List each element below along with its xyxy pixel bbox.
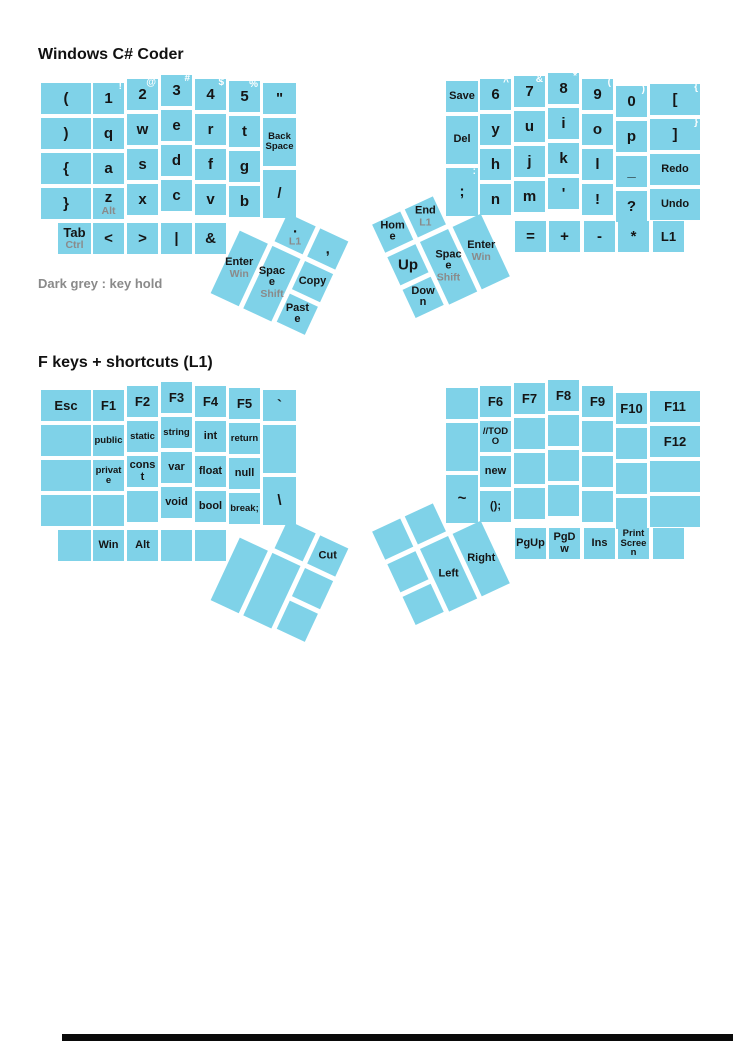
key-tap-label: Down: [411, 285, 435, 309]
key-f8[interactable]: [548, 380, 579, 411]
key-0[interactable]: [616, 86, 647, 117]
key-shifted-label: :: [472, 166, 476, 177]
key-tap-label: s: [138, 155, 147, 173]
key-private[interactable]: [93, 460, 124, 491]
key-tap-label: b: [239, 192, 250, 210]
key-tap-label: Esc: [54, 397, 78, 413]
key-blank[interactable]: [387, 551, 428, 592]
key-ins[interactable]: [584, 528, 615, 559]
key-shifted-label: {: [694, 82, 698, 93]
key-tap-label: 5: [240, 87, 249, 105]
key-blank[interactable]: [653, 528, 684, 559]
key-del[interactable]: [446, 116, 478, 164]
key-tap-label: .: [293, 219, 298, 237]
key-tap-label: o: [592, 120, 603, 138]
key-blank[interactable]: [548, 415, 579, 446]
key-tap-label: Print Screen: [620, 527, 647, 559]
key-return[interactable]: [229, 423, 260, 454]
thumb-cluster-grid: [209, 198, 353, 342]
key-tap-label: int: [203, 429, 218, 442]
key-sym[interactable]: [616, 191, 647, 222]
key-f6[interactable]: [480, 386, 511, 417]
key-shifted-label: ^: [503, 77, 509, 88]
key-v[interactable]: [195, 184, 226, 215]
key-sym[interactable]: [515, 221, 546, 252]
key-tap-label: F12: [663, 433, 687, 449]
key-blank[interactable]: [446, 388, 478, 419]
key-tap-label: Tab: [63, 224, 86, 240]
key-tap-label: PgDw: [553, 531, 576, 555]
key-sym[interactable]: [584, 221, 615, 252]
key-tap-label: F6: [487, 393, 504, 409]
key-blank[interactable]: [93, 495, 124, 526]
key-blank[interactable]: [275, 520, 316, 561]
key-f[interactable]: [195, 149, 226, 180]
key-tap-label: p: [626, 127, 637, 145]
key-sym[interactable]: [93, 223, 124, 254]
key-j[interactable]: [514, 146, 545, 177]
key-hold-label: Win: [229, 268, 249, 281]
key-tap-label: *: [630, 227, 637, 245]
key-sym[interactable]: [41, 153, 91, 184]
key-tap-label: v: [206, 190, 215, 208]
key-tap-label: ~: [457, 490, 467, 508]
key-tap-label: >: [138, 229, 147, 247]
key-sym[interactable]: [582, 184, 613, 215]
key-tap-label: 6: [491, 85, 500, 103]
key-pgdw[interactable]: [549, 528, 580, 559]
key-shifted-label: (: [607, 77, 611, 88]
key-1[interactable]: [93, 83, 124, 114]
key-tap-label: \: [277, 492, 282, 510]
key-blank[interactable]: [514, 418, 545, 449]
key-sym[interactable]: [263, 83, 296, 114]
key-shifted-label: %: [249, 79, 258, 90]
key-blank[interactable]: [195, 530, 226, 561]
key-tap-label: g: [239, 157, 250, 175]
key-l[interactable]: [582, 149, 613, 180]
key-tap-label: d: [171, 151, 182, 169]
key-q[interactable]: [93, 118, 124, 149]
key-r[interactable]: [195, 114, 226, 145]
key-tap-label: Home: [380, 219, 405, 244]
key-tap-label: ,: [325, 240, 330, 258]
key-blank[interactable]: [161, 530, 192, 561]
key-tap-label: Enter: [467, 238, 496, 251]
key-tap-label: static: [130, 430, 155, 442]
key-int[interactable]: [195, 421, 226, 452]
key-new[interactable]: [480, 456, 511, 487]
key-blank[interactable]: [405, 503, 446, 544]
key-sym[interactable]: [616, 156, 647, 187]
key-f2[interactable]: [127, 386, 158, 417]
key-tap-label: ;: [459, 183, 465, 201]
key-copy[interactable]: [292, 261, 333, 302]
key-5[interactable]: [229, 81, 260, 112]
key-z[interactable]: [93, 188, 124, 219]
key-shifted-label: #: [184, 73, 190, 84]
key-up[interactable]: [387, 244, 428, 285]
key-w[interactable]: [127, 114, 158, 145]
key-blank[interactable]: [263, 425, 296, 473]
key-tap-label: x: [138, 190, 147, 208]
key-tap-label: Save: [449, 89, 475, 102]
key-var[interactable]: [161, 452, 192, 483]
key-tap-label: ': [561, 184, 566, 202]
key-k[interactable]: [548, 143, 579, 174]
key-tap-label: //TODO: [482, 425, 509, 447]
key-tap-label: Cut: [318, 549, 337, 562]
key-tap-label: F2: [134, 393, 151, 409]
key-tap-label: F3: [168, 389, 185, 405]
key-tap-label: {: [63, 159, 69, 177]
key-tap-label: string: [163, 426, 190, 438]
key-tap-label: 7: [525, 82, 534, 100]
key-tap-label: +: [560, 227, 569, 245]
key-tap-label: 4: [206, 85, 215, 103]
key-print-screen[interactable]: [618, 528, 649, 559]
key-blank[interactable]: [616, 463, 647, 494]
key-tap-label: bool: [198, 499, 223, 512]
key-tap-label: t: [242, 122, 247, 140]
key-tap-label: Back Space: [265, 131, 294, 152]
key-blank[interactable]: [650, 496, 700, 527]
key-blank[interactable]: [514, 488, 545, 519]
key-tap-label: Paste: [285, 302, 309, 326]
key-hold-note: Dark grey : key hold: [38, 276, 163, 291]
key-tap-label: F1: [100, 397, 117, 413]
key-tap-label: new: [484, 464, 507, 477]
key-f12[interactable]: [650, 426, 700, 457]
key-tap-label: F4: [202, 393, 219, 409]
key-blank[interactable]: [41, 425, 91, 456]
key-tap-label: F5: [236, 395, 253, 411]
key-tap-label: w: [136, 120, 149, 138]
key-blank[interactable]: [514, 453, 545, 484]
key-tap-label: z: [104, 188, 113, 206]
key-tap-label: h: [490, 155, 501, 173]
l1-layer-title: F keys + shortcuts (L1): [38, 354, 213, 371]
key-public[interactable]: [93, 425, 124, 456]
key-tap-label: Win: [98, 538, 119, 551]
key-u[interactable]: [514, 111, 545, 142]
key-tap-label: End: [414, 204, 436, 217]
key-hold-label: Ctrl: [65, 239, 84, 252]
key-back-space[interactable]: [263, 118, 296, 166]
key-hold-label: Shift: [260, 288, 284, 301]
key-tap-label: -: [597, 227, 602, 245]
key-tap-label: null: [234, 466, 255, 479]
key-shifted-label: !: [118, 81, 122, 92]
key-3[interactable]: [161, 75, 192, 106]
key-tap-label: (: [63, 89, 69, 107]
bottom-bar: [62, 1034, 733, 1041]
key-sym[interactable]: [41, 118, 91, 149]
key-c[interactable]: [161, 180, 192, 211]
key-m[interactable]: [514, 181, 545, 212]
key-blank[interactable]: [292, 568, 333, 609]
key-sym[interactable]: [41, 188, 91, 219]
key-tap-label: `: [277, 396, 282, 414]
key-9[interactable]: [582, 79, 613, 110]
key-blank[interactable]: [58, 530, 91, 561]
key-hold-label: Shift: [436, 271, 461, 284]
key-tap-label: Right: [467, 551, 496, 564]
key-null[interactable]: [229, 458, 260, 489]
key-tap-label: i: [561, 114, 566, 132]
key-tap-label: <: [104, 229, 113, 247]
key-tap-label: ": [275, 89, 284, 107]
key-tab[interactable]: [58, 223, 91, 254]
key-f1[interactable]: [93, 390, 124, 421]
key-tap-label: q: [103, 124, 114, 142]
key-tap-label: c: [172, 186, 181, 204]
key-y[interactable]: [480, 114, 511, 145]
key-tap-label: Del: [453, 133, 471, 146]
key-tap-label: F10: [620, 400, 643, 416]
key-alt[interactable]: [127, 530, 158, 561]
key-save[interactable]: [446, 81, 478, 112]
key-shifted-label: @: [146, 77, 156, 88]
key-tap-label: k: [559, 149, 568, 167]
key-blank[interactable]: [41, 495, 91, 526]
key-tap-label: _: [627, 162, 636, 180]
key-g[interactable]: [229, 151, 260, 182]
key-blank[interactable]: [372, 519, 413, 560]
key-sym[interactable]: [549, 221, 580, 252]
key-undo[interactable]: [650, 189, 700, 220]
key-tap-label: n: [490, 190, 501, 208]
key-tap-label: e: [172, 116, 181, 134]
key-shifted-label: *: [573, 71, 577, 82]
key-tap-label: public: [94, 434, 123, 446]
key-7[interactable]: [514, 76, 545, 107]
key-hold-label: L1: [419, 216, 432, 229]
key-tap-label: PgUp: [516, 536, 545, 549]
key-f3[interactable]: [161, 382, 192, 413]
key-shifted-label: &: [535, 74, 543, 85]
key-float[interactable]: [195, 456, 226, 487]
key-sym[interactable]: [41, 83, 91, 114]
key-l1[interactable]: [653, 221, 684, 252]
key-cut[interactable]: [307, 535, 348, 576]
thumb-cluster-grid: [209, 502, 353, 649]
key-tap-label: Redo: [661, 162, 689, 175]
key-sym[interactable]: [275, 213, 316, 254]
key-tap-label: /: [277, 185, 282, 203]
key-tap-label: Space: [258, 265, 286, 289]
key-tap-label: ]: [672, 125, 678, 143]
key-4[interactable]: [195, 79, 226, 110]
key-tap-label: u: [524, 117, 535, 135]
key-todo[interactable]: [480, 421, 511, 452]
key-sym[interactable]: [263, 390, 296, 421]
key-tap-label: ): [63, 124, 69, 142]
key-sym[interactable]: [650, 84, 700, 115]
key-6[interactable]: [480, 79, 511, 110]
key-tap-label: !: [595, 190, 600, 208]
key-blank[interactable]: [582, 421, 613, 452]
key-o[interactable]: [582, 114, 613, 145]
key-tap-label: Space: [435, 248, 462, 272]
key-blank[interactable]: [403, 584, 444, 625]
key-tap-label: F8: [555, 387, 572, 403]
key-shifted-label: }: [694, 117, 698, 128]
key-blank[interactable]: [616, 428, 647, 459]
key-tap-label: a: [104, 159, 113, 177]
key-tap-label: r: [207, 120, 214, 138]
key-tap-label: =: [526, 227, 535, 245]
key-f10[interactable]: [616, 393, 647, 424]
key-tap-label: Enter: [225, 255, 254, 268]
key-tap-label: ?: [626, 197, 637, 215]
key-a[interactable]: [93, 153, 124, 184]
key-tap-label: F11: [664, 398, 686, 414]
key-tap-label: Undo: [660, 197, 690, 210]
key-sym[interactable]: [650, 119, 700, 150]
key-tap-label: void: [165, 495, 188, 508]
key-sym[interactable]: [195, 223, 226, 254]
key-tap-label: m: [522, 187, 537, 205]
key-d[interactable]: [161, 145, 192, 176]
key-blank[interactable]: [616, 498, 647, 529]
key-string[interactable]: [161, 417, 192, 448]
key-tap-label: f: [208, 155, 213, 173]
key-2[interactable]: [127, 79, 158, 110]
key-blank[interactable]: [582, 491, 613, 522]
key-tap-label: Left: [438, 567, 459, 580]
key-f7[interactable]: [514, 383, 545, 414]
key-tap-label: 2: [138, 85, 147, 103]
key-tap-label: 3: [172, 81, 181, 99]
key-h[interactable]: [480, 149, 511, 180]
key-tap-label: |: [174, 229, 179, 247]
key-home[interactable]: [372, 212, 413, 253]
key-pgup[interactable]: [515, 528, 546, 559]
key-tap-label: F7: [521, 390, 538, 406]
key-t[interactable]: [229, 116, 260, 147]
key-tap-label: L1: [660, 228, 677, 244]
key-tap-label: &: [205, 229, 216, 247]
key-blank[interactable]: [582, 456, 613, 487]
key-sym[interactable]: [127, 223, 158, 254]
key-tap-label: Ins: [591, 536, 608, 549]
key-blank[interactable]: [650, 461, 700, 492]
key-tap-label: [: [672, 90, 678, 108]
key-const[interactable]: [127, 456, 158, 487]
key-shifted-label: $: [218, 77, 224, 88]
key-void[interactable]: [161, 487, 192, 518]
key-tap-label: private: [95, 464, 122, 486]
key-8[interactable]: [548, 73, 579, 104]
key-end[interactable]: [405, 196, 446, 237]
base-layer-title: Windows C# Coder: [38, 46, 184, 63]
key-tap-label: const: [129, 459, 156, 483]
key-tap-label: float: [198, 464, 223, 477]
key-sym[interactable]: [548, 178, 579, 209]
key-tap-label: Copy: [298, 275, 327, 288]
key-f5[interactable]: [229, 388, 260, 419]
key-hold-label: Win: [471, 251, 491, 264]
key-tap-label: }: [63, 194, 69, 212]
key-sym[interactable]: [618, 221, 649, 252]
key-tap-label: Up: [397, 256, 418, 274]
key-blank[interactable]: [446, 423, 478, 471]
key-tap-label: y: [491, 120, 500, 138]
key-blank[interactable]: [548, 485, 579, 516]
key-tap-label: 0: [627, 92, 636, 110]
key-x[interactable]: [127, 184, 158, 215]
key-redo[interactable]: [650, 154, 700, 185]
key-esc[interactable]: [41, 390, 91, 421]
key-blank[interactable]: [548, 450, 579, 481]
key-sym[interactable]: [161, 223, 192, 254]
key-tap-label: l: [595, 155, 600, 173]
key-static[interactable]: [127, 421, 158, 452]
key-f11[interactable]: [650, 391, 700, 422]
key-tap-label: var: [168, 460, 185, 473]
key-tap-label: ();: [490, 499, 501, 512]
key-blank[interactable]: [127, 491, 158, 522]
key-blank[interactable]: [277, 601, 318, 642]
key-sym[interactable]: [307, 228, 348, 269]
key-shifted-label: ): [641, 84, 645, 95]
key-tap-label: return: [230, 432, 259, 444]
key-hold-label: L1: [288, 235, 302, 248]
key-tap-label: 9: [593, 85, 602, 103]
key-tap-label: j: [527, 152, 532, 170]
key-f4[interactable]: [195, 386, 226, 417]
key-e[interactable]: [161, 110, 192, 141]
key-tap-label: Alt: [135, 538, 150, 551]
key-blank[interactable]: [41, 460, 91, 491]
key-tap-label: 8: [559, 79, 568, 97]
key-i[interactable]: [548, 108, 579, 139]
key-bool[interactable]: [195, 491, 226, 522]
key-tap-label: 1: [104, 89, 113, 107]
key-win[interactable]: [93, 530, 124, 561]
key-p[interactable]: [616, 121, 647, 152]
key-s[interactable]: [127, 149, 158, 180]
key-tap-label: break;: [230, 502, 259, 514]
key-tap-label: F9: [589, 393, 606, 409]
key-f9[interactable]: [582, 386, 613, 417]
key-hold-label: Alt: [101, 205, 116, 218]
